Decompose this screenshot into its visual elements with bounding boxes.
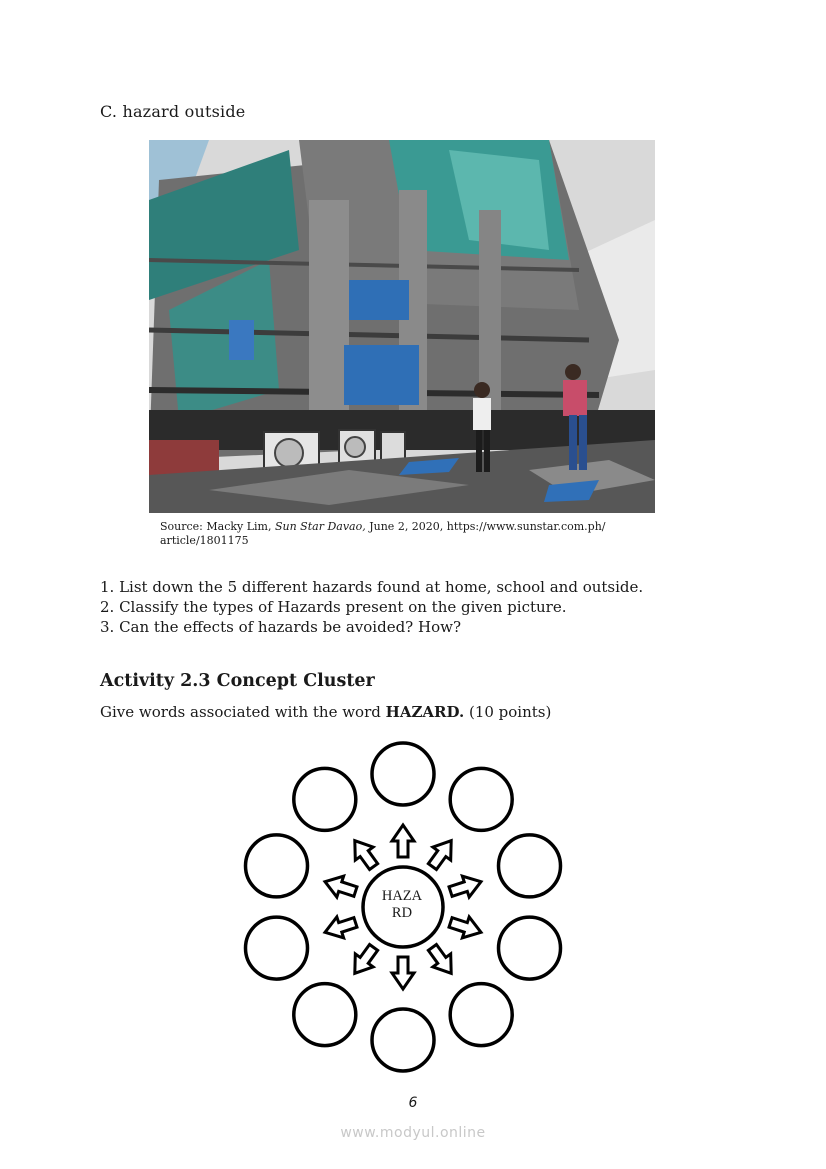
center-label-line1: HAZA [381, 888, 423, 904]
center-label-line2: RD [391, 905, 413, 921]
answer-circle[interactable] [499, 917, 561, 979]
watermark: www.modyul.online [340, 1125, 486, 1141]
photo-caption [160, 520, 630, 548]
arrow-icon [322, 912, 359, 943]
answer-circle[interactable] [246, 835, 308, 897]
answer-circle[interactable] [294, 984, 356, 1046]
question-item: 1. List down the 5 different hazards found at home, school and outside. [100, 578, 644, 596]
arrow-icon [392, 957, 414, 989]
caption-line2: article/1801175 [160, 534, 249, 547]
activity-instructions [100, 703, 551, 721]
page-number: 6 [408, 1095, 418, 1111]
arrow-icon [346, 941, 383, 980]
caption-prefix: Source: Macky Lim, [160, 520, 275, 533]
arrow-icon [447, 912, 484, 943]
question-list [100, 577, 740, 637]
arrow-icon [346, 834, 383, 873]
caption-publication: Sun Star Davao, [274, 520, 366, 533]
answer-circle[interactable] [450, 984, 512, 1046]
answer-circle[interactable] [294, 768, 356, 830]
instruction-keyword: HAZARD. [385, 703, 465, 721]
arrow-icon [447, 871, 484, 902]
answer-circle[interactable] [450, 768, 512, 830]
damaged-building-photo [149, 140, 655, 513]
activity-title: Activity 2.3 Concept Cluster [100, 671, 375, 691]
arrow-icon [392, 825, 414, 857]
answer-circle[interactable] [372, 743, 434, 805]
instruction-suffix: (10 points) [464, 703, 552, 721]
answer-circle[interactable] [372, 1009, 434, 1071]
section-heading: C. hazard outside [100, 102, 246, 121]
instruction-prefix: Give words associated with the word [100, 703, 386, 721]
center-label [360, 888, 444, 922]
arrow-icon [423, 941, 460, 980]
answer-circle[interactable] [246, 917, 308, 979]
question-item: 3. Can the effects of hazards be avoided? How? [100, 618, 461, 636]
arrow-icon [423, 834, 460, 873]
arrow-icon [322, 871, 359, 902]
question-item: 2. Classify the types of Hazards present on the given picture. [100, 598, 567, 616]
caption-suffix: June 2, 2020, https://www.sunstar.com.ph/ [365, 520, 606, 533]
answer-circle[interactable] [499, 835, 561, 897]
